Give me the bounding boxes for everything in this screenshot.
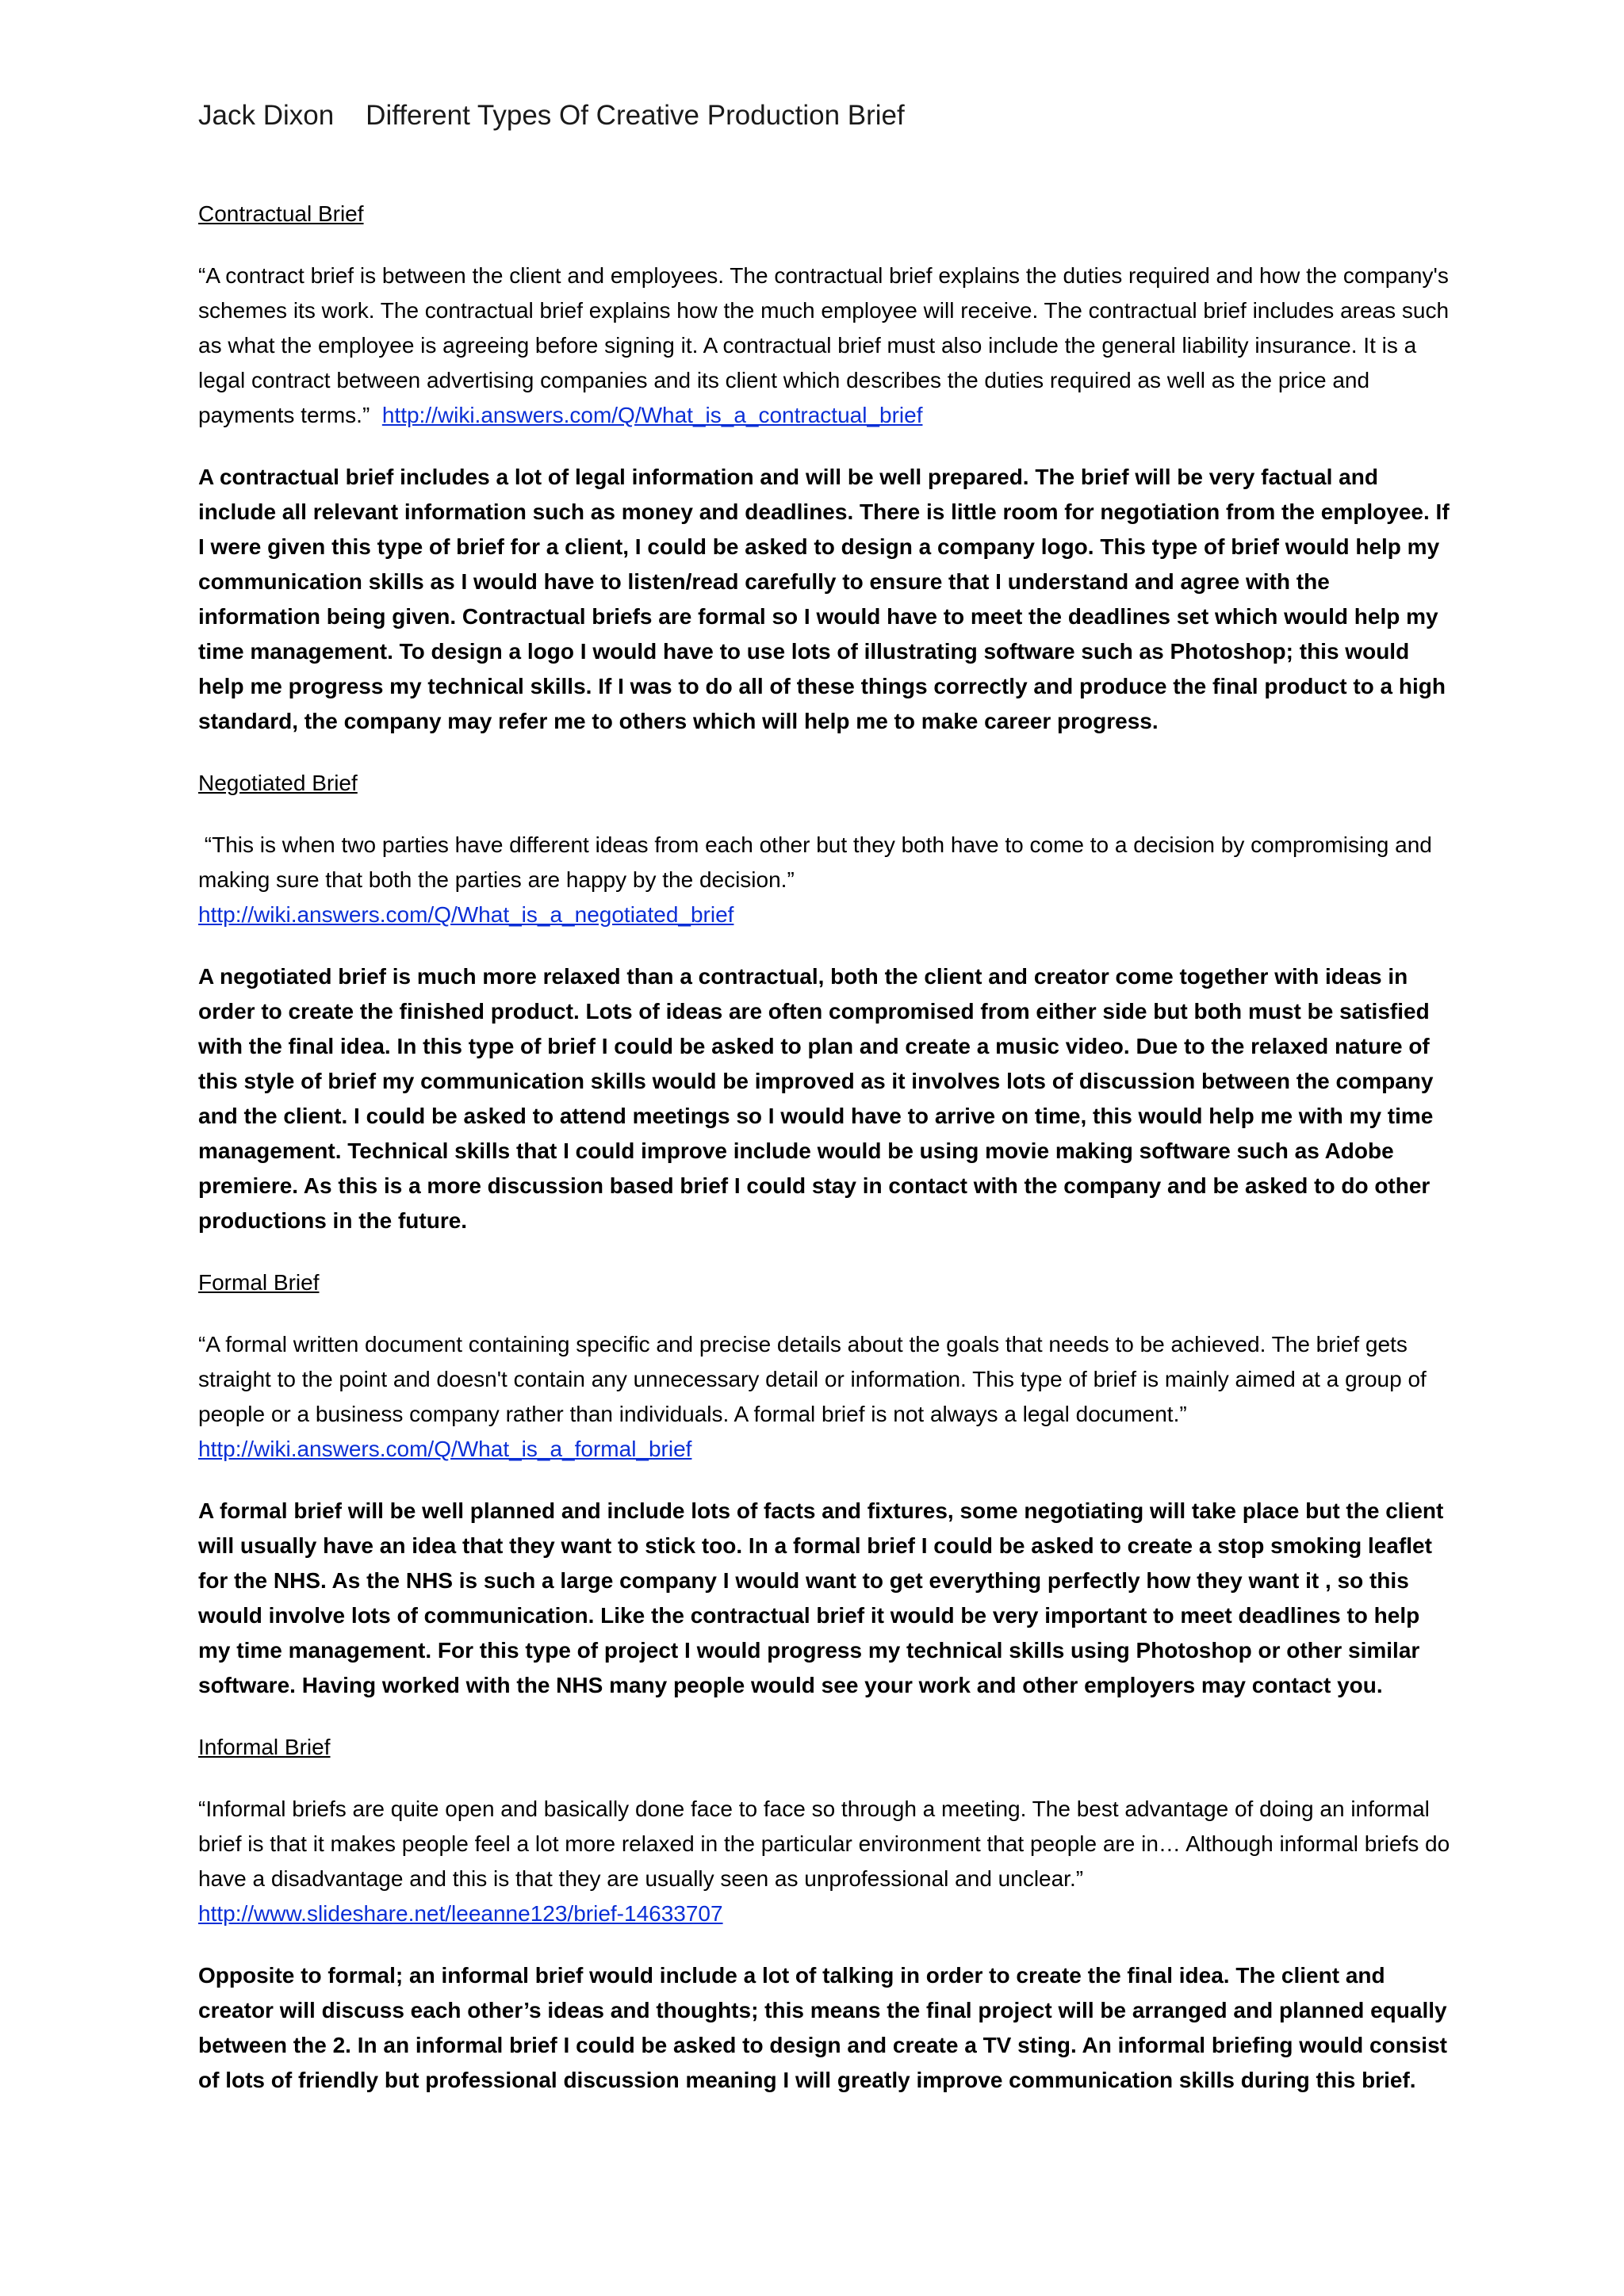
section-formal-brief — [198, 1265, 1451, 1703]
quote-text: “This is when two parties have different ideas from each other but they both have to come to a decision by compromising and making sure that both the parties are happy by the decision.” — [198, 832, 1432, 892]
source-link[interactable]: http://wiki.answers.com/Q/What_is_a_negotiated_brief — [198, 902, 734, 927]
definition-quote — [198, 1792, 1451, 1931]
commentary-paragraph: A contractual brief includes a lot of legal information and will be well prepared. The brief will be very factual and include all relevant information such as money and deadlines. There is little room for negotiation from the employee. If I were given this type of brief for a client, I could be asked to design a company logo. This type of brief would help my communication skills as I would have to listen/read carefully to ensure that I understand and agree with the information being given. Contractual briefs are formal so I would have to meet the deadlines set which would help my time management. To design a logo I would have to use lots of illustrating software such as Photoshop; this would help me progress my technical skills. If I was to do all of these things correctly and produce the final product to a high standard, the company may refer me to others which will help me to make career progress. — [198, 465, 1450, 733]
definition-quote — [198, 828, 1451, 932]
document-header — [198, 94, 905, 138]
source-link[interactable]: http://wiki.answers.com/Q/What_is_a_formal_brief — [198, 1437, 692, 1461]
document-body — [198, 197, 1451, 2125]
commentary-paragraph: Opposite to formal; an informal brief would include a lot of talking in order to create the final idea. The client and creator will discuss each other’s ideas and thoughts; this means the final project will be arranged and planned equally between the 2. In an informal brief I could be asked to design and create a TV sting. An informal briefing would consist of lots of friendly but professional discussion meaning I will greatly improve communication skills during this brief. — [198, 1963, 1447, 2092]
section-heading: Formal Brief — [198, 1270, 320, 1295]
section-contractual-brief — [198, 197, 1451, 739]
section-negotiated-brief — [198, 766, 1451, 1238]
section-informal-brief — [198, 1730, 1451, 2098]
document-title: Different Types Of Creative Production Brief — [366, 100, 905, 131]
author-name: Jack Dixon — [198, 100, 335, 131]
definition-quote — [198, 258, 1451, 433]
commentary-paragraph: A formal brief will be well planned and include lots of facts and fixtures, some negotiating will take place but the client will usually have an idea that they want to stick too. In a formal brief I could be asked to create a stop smoking leaflet for the NHS. As the NHS is such a large company I would want to get everything perfectly how they want it , so this would involve lots of communication. Like the contractual brief it would be very important to meet deadlines to help my time management. For this type of project I would progress my technical skills using Photoshop or other similar software. Having worked with the NHS many people would see your work and other employers may contact you. — [198, 1498, 1444, 1697]
quote-text: “A formal written document containing specific and precise details about the goals that needs to be achieved. The brief gets straight to the point and doesn't contain any unnecessary detail or information. This type of brief is mainly aimed at a group of people or a business company rather than individuals. A formal brief is not always a legal document.” — [198, 1332, 1427, 1426]
section-heading: Informal Brief — [198, 1735, 331, 1759]
section-heading: Negotiated Brief — [198, 771, 358, 795]
section-heading: Contractual Brief — [198, 201, 364, 226]
source-link[interactable]: http://www.slideshare.net/leeanne123/brief-14633707 — [198, 1901, 723, 1926]
source-link[interactable]: http://wiki.answers.com/Q/What_is_a_contractual_brief — [381, 403, 923, 427]
commentary-paragraph: A negotiated brief is much more relaxed than a contractual, both the client and creator come together with ideas in order to create the finished product. Lots of ideas are often compromised from either side but both must be satisfied with the final idea. In this type of brief I could be asked to plan and create a music video. Due to the relaxed nature of this style of brief my communication skills would be improved as it involves lots of discussion between the company and the client. I could be asked to attend meetings so I would have to arrive on time, this would help me with my time management. Technical skills that I could improve include would be using movie making software such as Adobe premiere. As this is a more discussion based brief I could stay in contact with the company and be asked to do other productions in the future. — [198, 964, 1434, 1233]
quote-text: “Informal briefs are quite open and basically done face to face so through a meeting. The best advantage of doing an informal brief is that it makes people feel a lot more relaxed in the particular environment that people are in… Although informal briefs do have a disadvantage and this is that they are usually seen as unprofessional and unclear.” — [198, 1797, 1450, 1891]
quote-text: “A contract brief is between the client and employees. The contractual brief explains the duties required and how the company's schemes its work. The contractual brief explains how the much employee will receive. The contractual brief includes areas such as what the employee is agreeing before signing it. A contractual brief must also include the general liability insurance. It is a legal contract between advertising companies and its client which describes the duties required as well as the price and payments terms.” — [198, 263, 1450, 427]
definition-quote — [198, 1327, 1451, 1467]
